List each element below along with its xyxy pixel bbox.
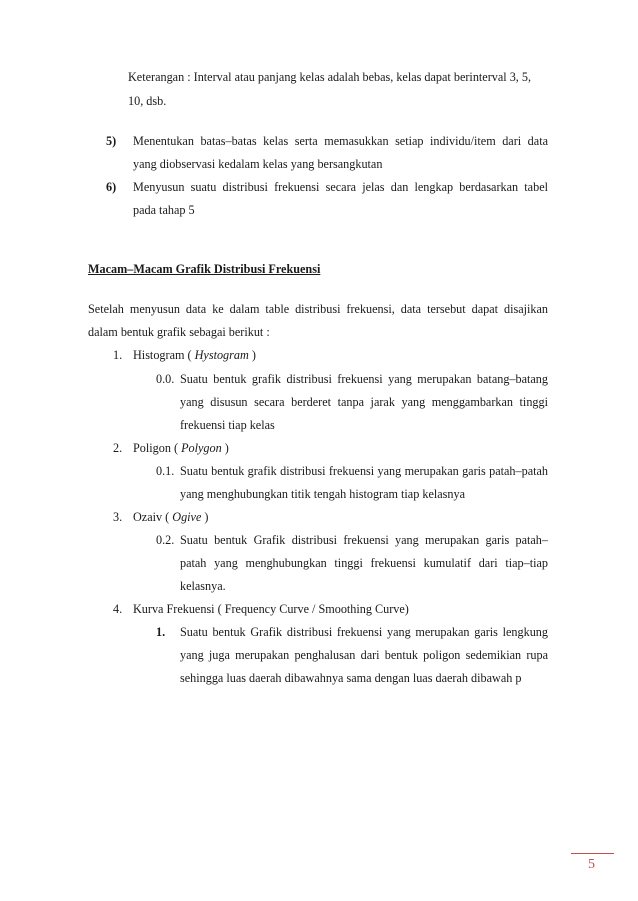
item-4-sub-line-1: Suatu bentuk Grafik distribusi frekuensi yang merupakan garis lengkung [180,625,548,639]
step-5-line-1: Menentukan batas–batas kelas serta memasukkan setiap individu/item dari data [133,134,548,148]
item-1-italic: Hystogram [194,348,249,362]
intro-line-1: Setelah menyusun data ke dalam table distribusi frekuensi, data tersebut dapat disajikan [88,302,548,316]
note-line-1: Keterangan : Interval atau panjang kelas adalah bebas, kelas dapat berinterval 3, 5, [128,70,532,84]
item-1-sub-line-1: Suatu bentuk grafik distribusi frekuensi yang merupakan batang–batang [180,372,548,386]
note-line-2: 10, dsb. [128,94,167,108]
item-1-number: 1. [113,348,123,362]
item-2-italic: Polygon [181,441,222,455]
intro-line-2: dalam bentuk grafik sebagai berikut : [88,325,270,339]
item-2-label: Poligon ( [133,441,182,455]
item-1-sub-line-3: frekuensi tiap kelas [180,418,275,432]
item-1-sub-number: 0.0. [156,372,175,386]
item-3-sub-number: 0.2. [156,533,175,547]
item-1-title [133,348,256,363]
item-4-title: Kurva Frekuensi ( Frequency Curve / Smoothing Curve) [133,602,409,616]
item-2-number: 2. [113,441,123,455]
item-3-italic: Ogive [172,510,202,524]
item-3-sub-line-2: patah yang menghubungkan tinggi frekuensi kumulatif dari tiap–tiap [180,556,548,570]
item-1-close: ) [248,348,256,362]
item-2-sub-line-1: Suatu bentuk grafik distribusi frekuensi yang merupakan garis patah–patah [180,464,548,478]
item-3-close: ) [201,510,209,524]
item-3-title [133,510,208,525]
item-3-sub-line-3: kelasnya. [180,579,226,593]
item-4-sub-line-2: yang juga merupakan penghalusan dari bentuk poligon sedemikian rupa [180,648,548,662]
item-2-sub-line-2: yang menghubungkan titik tengah histogram tiap kelasnya [180,487,465,501]
step-6-line-1: Menyusun suatu distribusi frekuensi secara jelas dan lengkap berdasarkan tabel [133,180,548,194]
item-4-sub-number: 1. [156,625,166,639]
page-number: 5 [588,857,595,872]
step-5-line-2: yang diobservasi kedalam kelas yang bersangkutan [133,157,383,171]
item-3-label: Ozaiv ( [133,510,173,524]
item-3-sub-line-1: Suatu bentuk Grafik distribusi frekuensi yang merupakan garis patah– [180,533,548,547]
step-6-line-2: pada tahap 5 [133,203,195,217]
item-1-label: Histogram ( [133,348,195,362]
item-2-title [133,441,229,456]
item-2-sub-number: 0.1. [156,464,175,478]
item-3-number: 3. [113,510,123,524]
step-5-number: 5) [106,134,117,148]
item-4-number: 4. [113,602,123,616]
page-number-rule [571,853,614,854]
item-2-close: ) [221,441,229,455]
item-4-sub-line-3: sehingga luas daerah dibawahnya sama dengan luas daerah dibawah p [180,671,522,685]
step-6-number: 6) [106,180,117,194]
item-1-sub-line-2: yang disusun secara berderet tanpa jarak yang menggambarkan tinggi [180,395,548,409]
section-heading: Macam–Macam Grafik Distribusi Frekuensi [88,262,321,276]
